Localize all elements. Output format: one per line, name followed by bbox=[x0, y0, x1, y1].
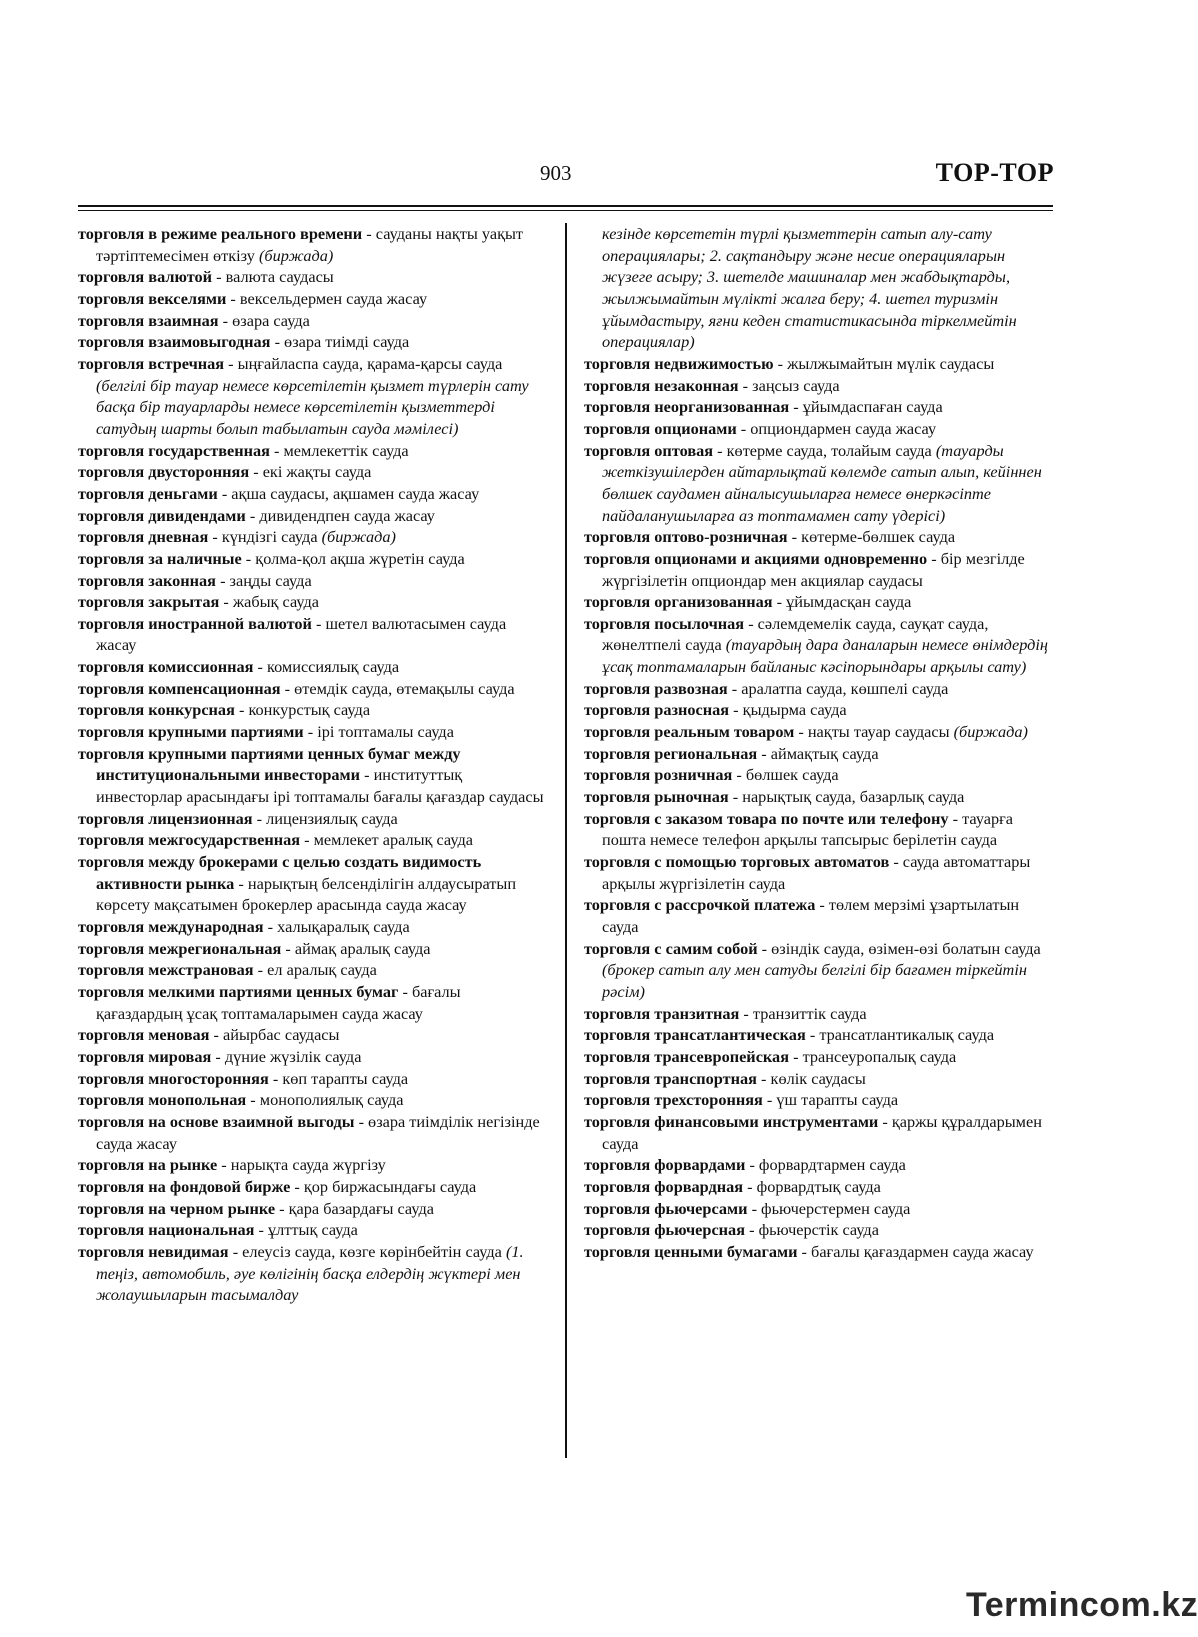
entry-term: торговля трехсторонняя bbox=[584, 1090, 763, 1110]
column-divider bbox=[565, 223, 567, 1458]
dictionary-entry bbox=[78, 678, 546, 700]
entry-term: торговля ценными бумагами bbox=[584, 1241, 798, 1261]
entry-definition: - тауарға пошта немесе телефон арқылы тапсырыс берілетін сауда bbox=[602, 808, 1014, 850]
entry-definition: - лицензиялық сауда bbox=[252, 808, 398, 828]
entry-term: торговля многосторонняя bbox=[78, 1068, 269, 1088]
entry-term: торговля мировая bbox=[78, 1046, 212, 1066]
dictionary-entry bbox=[584, 353, 1054, 375]
entry-note: (брокер сатып алу мен сатуды белгілі бір бағамен тіркейтін рәсім) bbox=[602, 960, 1027, 1001]
entry-term: торговля встречная bbox=[78, 353, 225, 373]
entry-term: торговля невидимая bbox=[78, 1241, 229, 1261]
entry-term: торговля в режиме реального времени bbox=[78, 224, 363, 243]
dictionary-entry bbox=[584, 808, 1054, 851]
dictionary-entry bbox=[584, 1198, 1054, 1220]
entry-term: торговля трансевропейская bbox=[584, 1046, 790, 1066]
entry-term: торговля транспортная bbox=[584, 1068, 757, 1088]
entry-term: торговля организованная bbox=[584, 592, 773, 612]
entry-definition: - дүние жүзілік сауда bbox=[211, 1046, 362, 1066]
entry-definition: - сауда автоматтары арқылы жүргізілетін сауда bbox=[602, 852, 1031, 893]
entry-term: торговля государственная bbox=[78, 440, 270, 460]
entry-definition: - аймақтық сауда bbox=[757, 743, 879, 763]
dictionary-entry bbox=[78, 440, 546, 462]
dictionary-entry bbox=[78, 223, 546, 266]
dictionary-entry bbox=[78, 548, 546, 570]
dictionary-entry bbox=[584, 1089, 1054, 1111]
entry-definition: - шетел валютасымен сауда жасау bbox=[96, 613, 507, 655]
entry-definition: - ұлттық сауда bbox=[254, 1220, 358, 1240]
dictionary-entry bbox=[78, 288, 546, 310]
dictionary-entry bbox=[78, 505, 546, 527]
entry-term: торговля межгосударственная bbox=[78, 830, 301, 850]
entry-definition: - ыңғайласпа сауда, қарама-қарсы сауда bbox=[224, 353, 503, 373]
entry-definition: - өзара тиімділік негізінде сауда жасау bbox=[96, 1111, 540, 1153]
entry-term: торговля недвижимостью bbox=[584, 353, 774, 373]
entry-term: торговля развозная bbox=[584, 678, 728, 698]
dictionary-entry bbox=[78, 981, 546, 1024]
dictionary-entry bbox=[78, 1111, 546, 1154]
dictionary-entry bbox=[78, 851, 546, 916]
dictionary-entry bbox=[584, 894, 1054, 937]
entry-definition: - өтемдік сауда, өтемақылы сауда bbox=[280, 678, 515, 698]
entry-term: торговля международная bbox=[78, 917, 264, 936]
entry-term: торговля крупными партиями ценных бумаг между институциональными инвесторами bbox=[78, 743, 461, 785]
entry-term: торговля на черном рынке bbox=[78, 1198, 276, 1218]
dictionary-entry bbox=[584, 764, 1054, 786]
entry-definition: - бағалы қағаздардың ұсақ топтамаларымен сауда жасау bbox=[96, 981, 461, 1023]
entry-definition: - институттық инвесторлар арасындағы ірі топтамалы бағалы қағаздар саудасы bbox=[96, 765, 544, 807]
entry-term: торговля валютой bbox=[78, 267, 213, 287]
entry-term: торговля финансовыми инструментами bbox=[584, 1111, 879, 1131]
entry-term: торговля мелкими партиями ценных бумаг bbox=[78, 981, 399, 1001]
dictionary-entry bbox=[78, 1046, 546, 1068]
dictionary-entry bbox=[78, 808, 546, 830]
entry-definition: - ұйымдасқан сауда bbox=[772, 592, 912, 612]
entry-definition: - сәлемдемелік сауда, сауқат сауда, жөнелтпелі сауда bbox=[602, 613, 989, 655]
watermark-logo bbox=[944, 1584, 1198, 1628]
dictionary-entry bbox=[584, 786, 1054, 808]
entry-definition: - көлік саудасы bbox=[756, 1068, 866, 1088]
entry-term: торговля монопольная bbox=[78, 1090, 247, 1110]
entry-definition: - дивидендпен сауда жасау bbox=[245, 505, 435, 525]
dictionary-entry bbox=[584, 375, 1054, 397]
dictionary-entry bbox=[584, 1046, 1054, 1068]
entry-definition: - вексельдермен сауда жасау bbox=[226, 288, 428, 308]
entry-definition: - өзіндік сауда, өзімен-өзі болатын сауда bbox=[757, 938, 1041, 958]
entry-term: торговля рыночная bbox=[584, 787, 729, 807]
entry-definition: - күндізгі сауда bbox=[208, 527, 322, 547]
entry-term: торговля межстрановая bbox=[78, 960, 254, 980]
dictionary-entry bbox=[584, 1219, 1054, 1241]
entry-definition: - нарықтық сауда, базарлық сауда bbox=[728, 787, 965, 807]
entry-term: торговля реальным товаром bbox=[584, 722, 795, 742]
dictionary-entry bbox=[584, 678, 1054, 700]
dictionary-entry bbox=[78, 483, 546, 505]
entry-term: торговля закрытая bbox=[78, 592, 220, 612]
entry-term: торговля оптово-розничная bbox=[584, 527, 788, 547]
right-column-entries bbox=[584, 353, 1054, 1263]
entry-definition: - трансеуропалық сауда bbox=[789, 1046, 957, 1066]
dictionary-entry bbox=[78, 743, 546, 808]
dictionary-entry bbox=[584, 743, 1054, 765]
entry-term: торговля на основе взаимной выгоды bbox=[78, 1111, 355, 1131]
entry-term: торговля розничная bbox=[584, 765, 733, 785]
entry-term: торговля меновая bbox=[78, 1025, 210, 1045]
dictionary-entry bbox=[78, 461, 546, 483]
dictionary-entry bbox=[78, 1068, 546, 1090]
entry-term: торговля фьючерсами bbox=[584, 1198, 748, 1218]
entry-term: торговля конкурсная bbox=[78, 700, 235, 720]
entry-definition: - жылжымайтын мүлік саудасы bbox=[773, 353, 995, 373]
dictionary-entry bbox=[78, 266, 546, 288]
entry-term: торговля форвардная bbox=[584, 1176, 744, 1196]
entry-definition: - нарықта сауда жүргізу bbox=[217, 1155, 386, 1175]
entry-term: торговля иностранной валютой bbox=[78, 613, 312, 633]
entry-term: торговля деньгами bbox=[78, 483, 218, 503]
entry-definition: - бір мезгілде жүргізілетін опциондар мен акциялар саудасы bbox=[602, 548, 1025, 590]
entry-definition: - айырбас саудасы bbox=[209, 1025, 340, 1045]
dictionary-entry bbox=[78, 829, 546, 851]
entry-term: торговля с рассрочкой платежа bbox=[584, 895, 816, 915]
entry-definition: - транзиттік сауда bbox=[739, 1003, 867, 1023]
entry-definition: - конкурстық сауда bbox=[234, 700, 371, 720]
entry-definition: - қара базардағы сауда bbox=[275, 1198, 434, 1218]
right-column bbox=[584, 223, 1054, 1263]
entry-definition: - ұйымдаспаған сауда bbox=[789, 397, 943, 417]
dictionary-entry bbox=[78, 1198, 546, 1220]
entry-definition: - екі жақты сауда bbox=[249, 462, 372, 482]
dictionary-entry bbox=[78, 938, 546, 960]
entry-definition: - бөлшек сауда bbox=[732, 765, 839, 785]
entry-term: торговля разносная bbox=[584, 700, 730, 720]
entry-term: торговля на фондовой бирже bbox=[78, 1176, 291, 1196]
dictionary-entry bbox=[78, 1154, 546, 1176]
entry-definition: - монополиялық сауда bbox=[246, 1090, 404, 1110]
entry-definition: - қаржы құралдарымен сауда bbox=[602, 1111, 1042, 1153]
entry-definition: - аймақ аралық сауда bbox=[281, 938, 431, 958]
entry-note: (биржада) bbox=[258, 245, 334, 265]
entry-definition: - аралатпа сауда, көшпелі сауда bbox=[727, 678, 949, 698]
entry-term: торговля дневная bbox=[78, 527, 209, 547]
dictionary-entry bbox=[584, 1111, 1054, 1154]
entry-definition: - мемлекеттік сауда bbox=[269, 440, 409, 460]
dictionary-entry bbox=[584, 721, 1054, 743]
entry-term: торговля крупными партиями bbox=[78, 722, 304, 742]
entry-note: (тауарды жеткізушілерден айтарлықтай көлемде сатып алып, кейіннен бөлшек саудамен айналысушыларға немесе өнеркәсіпте пайдаланушыларға аз топтамамен сату үдерісі) bbox=[602, 440, 1042, 525]
left-column bbox=[78, 223, 546, 1306]
entry-term: торговля опционами и акциями одновременно bbox=[584, 548, 928, 568]
entry-term: торговля векселями bbox=[78, 288, 227, 308]
dictionary-entry bbox=[78, 1024, 546, 1046]
entry-definition: - комиссиялық сауда bbox=[253, 657, 400, 677]
page-number: 903 bbox=[540, 161, 572, 185]
entry-term: торговля трансатлантическая bbox=[584, 1025, 806, 1045]
entry-definition: - сауданы нақты уақыт тәртіптемесімен өткізу bbox=[96, 224, 524, 265]
entry-note: (биржада) bbox=[321, 527, 396, 547]
entry-term: торговля за наличные bbox=[78, 548, 242, 568]
dictionary-entry bbox=[584, 526, 1054, 548]
dictionary-entry bbox=[584, 418, 1054, 440]
entry-definition: - ірі топтамалы сауда bbox=[303, 722, 454, 742]
entry-definition: - трансатлантикалық сауда bbox=[805, 1025, 995, 1045]
entry-definition: - көп тарапты сауда bbox=[268, 1068, 409, 1088]
dictionary-entry bbox=[78, 353, 546, 440]
entry-term: торговля компенсационная bbox=[78, 678, 281, 698]
entry-term: торговля с самим собой bbox=[584, 938, 758, 958]
entry-note: (биржада) bbox=[953, 722, 1028, 742]
entry-definition: - жабық сауда bbox=[219, 592, 319, 612]
entry-definition: - қолма-қол ақша жүретін сауда bbox=[241, 548, 465, 568]
entry-term: торговля межрегиональная bbox=[78, 938, 282, 958]
entry-term: торговля опционами bbox=[584, 418, 737, 438]
dictionary-entry bbox=[584, 396, 1054, 418]
entry-definition: - бағалы қағаздармен сауда жасау bbox=[797, 1241, 1034, 1261]
entry-term: торговля посылочная bbox=[584, 613, 745, 633]
entry-term: торговля с заказом товара по почте или телефону bbox=[584, 808, 949, 828]
entry-term: торговля национальная bbox=[78, 1220, 255, 1240]
entry-definition: - мемлекет аралық сауда bbox=[300, 830, 473, 850]
entry-term: торговля форвардами bbox=[584, 1155, 746, 1175]
entry-term: торговля транзитная bbox=[584, 1003, 740, 1023]
entry-definition: - заңды сауда bbox=[216, 570, 312, 590]
dictionary-entry bbox=[584, 1154, 1054, 1176]
watermark-text: Termincom.kz bbox=[966, 1586, 1198, 1624]
entry-term: торговля двусторонняя bbox=[78, 462, 250, 482]
header-rule-thin bbox=[78, 210, 1053, 211]
entry-term: торговля региональная bbox=[584, 743, 758, 763]
dictionary-entry bbox=[584, 591, 1054, 613]
dictionary-entry bbox=[78, 526, 546, 548]
dictionary-entry bbox=[78, 1176, 546, 1198]
entry-definition: - ел аралық сауда bbox=[253, 960, 377, 980]
entry-definition: - көтерме-бөлшек сауда bbox=[787, 527, 956, 547]
entry-note: (тауардың дара даналарын немесе өнімдердің ұсақ топтамаларын байланыс кәсіпорындары арқылы сату) bbox=[602, 635, 1048, 677]
dictionary-entry bbox=[78, 331, 546, 353]
entry-definition: - ақша саудасы, ақшамен сауда жасау bbox=[217, 483, 480, 503]
dictionary-entry bbox=[584, 1024, 1054, 1046]
dictionary-entry bbox=[78, 916, 546, 938]
running-head: ТОР-ТОР bbox=[935, 158, 1054, 187]
entry-term: торговля неорганизованная bbox=[584, 397, 790, 417]
entry-term: торговля лицензионная bbox=[78, 808, 253, 828]
dictionary-entry bbox=[584, 938, 1054, 1003]
entry-definition: - форвардтық сауда bbox=[743, 1176, 881, 1196]
dictionary-entry bbox=[584, 440, 1054, 527]
entry-definition: - халықаралық сауда bbox=[263, 917, 410, 936]
entry-definition: - көтерме сауда, толайым сауда bbox=[713, 440, 936, 460]
dictionary-entry bbox=[78, 613, 546, 656]
dictionary-entry bbox=[78, 1241, 546, 1306]
entry-term: торговля незаконная bbox=[584, 375, 739, 395]
entry-note: (1. теңіз, автомобиль, әуе көлігінің басқа елдердің жүктері мен жолаушыларын тасымалдау bbox=[96, 1241, 524, 1305]
entry-term: торговля законная bbox=[78, 570, 216, 590]
entry-definition: - опциондармен сауда жасау bbox=[736, 418, 937, 438]
entry-definition: - фьючерстермен сауда bbox=[747, 1198, 911, 1218]
entry-definition: - өзара сауда bbox=[218, 310, 310, 330]
dictionary-entry bbox=[584, 1241, 1054, 1263]
entry-term: торговля дивидендами bbox=[78, 505, 246, 525]
dictionary-entry bbox=[78, 699, 546, 721]
entry-term: торговля комиссионная bbox=[78, 657, 254, 677]
dictionary-entry bbox=[584, 548, 1054, 591]
entry-definition: - фьючерстік сауда bbox=[745, 1220, 879, 1240]
entry-term: торговля взаимовыгодная bbox=[78, 332, 271, 352]
dictionary-entry bbox=[584, 1068, 1054, 1090]
entry-term: торговля на рынке bbox=[78, 1155, 218, 1175]
dictionary-entry bbox=[584, 1003, 1054, 1025]
entry-term: торговля взаимная bbox=[78, 310, 219, 330]
dictionary-entry bbox=[78, 570, 546, 592]
continued-note: кезінде көрсететін түрлі қызметтерін сатып алу-сату операциялары; 2. сақтандыру және несие операцияларын жүзеге асыру; 3. шетелде машиналар мен жабдықтарды, жылжымайтын мүлікті жалға беру; 4. шетел туризмін ұйымдастыру, яғни кеден статистикасында тіркелмейтін операциялар) bbox=[602, 224, 1017, 352]
dictionary-entry bbox=[584, 851, 1054, 894]
entry-definition: - нарықтың белсенділігін алдаусыратып көрсету мақсатымен брокерлер арасында сауда жасау bbox=[96, 873, 517, 915]
dictionary-entry bbox=[78, 310, 546, 332]
entry-definition: - өзара тиімді сауда bbox=[270, 332, 410, 352]
dictionary-entry bbox=[78, 591, 546, 613]
dictionary-entry bbox=[78, 721, 546, 743]
entry-definition: - қыдырма сауда bbox=[729, 700, 847, 720]
dictionary-entry bbox=[78, 959, 546, 981]
entry-term: торговля между брокерами с целью создать видимость активности рынка bbox=[78, 852, 482, 893]
entry-definition: - елеусіз сауда, көзге көрінбейтін сауда bbox=[228, 1241, 506, 1261]
entry-definition: - төлем мерзімі ұзартылатын сауда bbox=[602, 895, 1020, 936]
dictionary-entry bbox=[78, 1219, 546, 1241]
header-rule bbox=[78, 205, 1053, 207]
dictionary-entry bbox=[584, 699, 1054, 721]
entry-term: торговля с помощью торговых автоматов bbox=[584, 852, 890, 872]
entry-definition: - заңсыз сауда bbox=[738, 375, 840, 395]
dictionary-entry bbox=[78, 656, 546, 678]
entry-definition: - форвардтармен сауда bbox=[745, 1155, 906, 1175]
entry-definition: - үш тарапты сауда bbox=[762, 1090, 899, 1110]
entry-definition: - қор биржасындағы сауда bbox=[290, 1176, 477, 1196]
dictionary-entry bbox=[78, 1089, 546, 1111]
entry-note: (белгілі бір тауар немесе көрсетілетін қызмет түрлерін сату басқа бір тауарларды немесе көрсетілетін қызметтерді сатудың шарты болып табылатын сауда мәмілесі) bbox=[96, 375, 529, 438]
entry-definition: - валюта саудасы bbox=[212, 267, 334, 287]
entry-term: торговля фьючерсная bbox=[584, 1220, 746, 1240]
entry-term: торговля оптовая bbox=[584, 440, 714, 460]
dictionary-entry bbox=[584, 613, 1054, 678]
dictionary-entry bbox=[584, 1176, 1054, 1198]
entry-definition: - нақты тауар саудасы bbox=[794, 722, 954, 742]
